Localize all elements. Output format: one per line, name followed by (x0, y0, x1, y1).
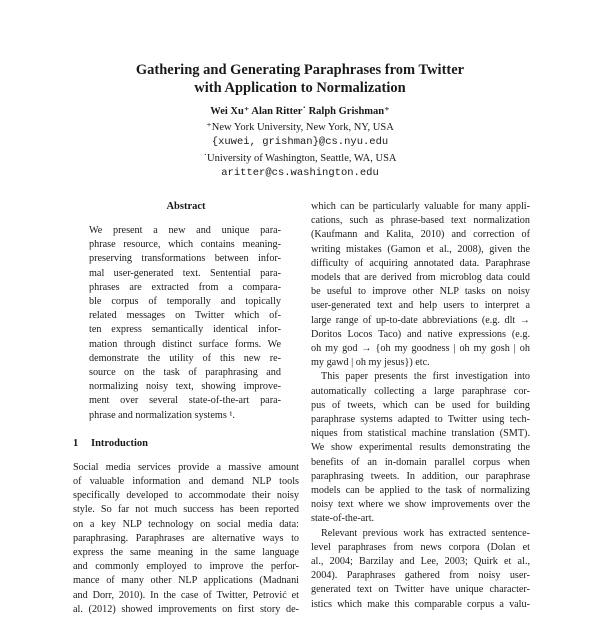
abstract-line: mal user-generated text. Sentential para- (89, 267, 281, 279)
intro-line: paraphrasing. Paraphrases are alternative ways to (73, 532, 299, 544)
abstract-line: ment over several state-of-the-art para- (89, 395, 281, 407)
right-paragraph-1 (311, 200, 530, 370)
section-heading-introduction (73, 437, 299, 451)
intro-line: of valuable information and demand NLP tools (73, 476, 299, 488)
body-line: Relevant previous work has extracted sentence- (321, 527, 530, 539)
body-line: pus of tweets, which can be used for building (311, 399, 530, 411)
abstract-line: source on the task of paraphrasing and (89, 367, 281, 379)
body-line: We show experimental results demonstrating the (311, 442, 530, 454)
abstract-line: demonstrate the utility of this new re- (89, 352, 281, 364)
title-line-1: Gathering and Generating Paraphrases from Twitter (135, 62, 465, 78)
body-line: state-of-the-art. (311, 513, 375, 525)
body-line: al., 2004; Barzilay and Lee, 2003; Quirk et al., (311, 556, 530, 568)
body-line: be useful to improve other NLP tasks on noisy (311, 286, 530, 298)
body-line: benefits of an in-domain parallel corpus when (311, 456, 530, 468)
intro-line: mance of many other NLP applications (Madnani (73, 575, 299, 587)
intro-line: on a key NLP technology on social media data: (73, 518, 299, 530)
abstract-line: related messages on Twitter which of- (89, 310, 281, 322)
body-line: automatically collecting a large paraphrase cor- (311, 385, 530, 397)
intro-line: Social media services provide a massive amount (73, 461, 299, 473)
abstract-line: preserving transformations between infor- (89, 253, 281, 265)
body-line: Doritos Locos Taco) and native expressions (e.g. (311, 328, 530, 340)
paper-title (0, 61, 600, 97)
body-line: paraphrase systems adapted to Twitter using tech- (311, 414, 530, 426)
intro-line: and Dorr, 2010). In the case of Twitter, Petrović et (73, 589, 299, 601)
right-column (311, 200, 530, 612)
body-line: models can be applied to the task of normalizing (311, 485, 530, 497)
body-line: models that are derived from microblog data could (311, 272, 530, 284)
left-column (73, 200, 299, 617)
title-line-2: with Application to Normalization (194, 80, 406, 96)
abstract-line: mation through distinct surface forms. We (89, 338, 281, 350)
intro-line: al. (2012) showed improvements on first story de- (73, 603, 299, 615)
abstract-line: normalizing noisy text, showing improve- (89, 381, 281, 393)
abstract-body (73, 224, 299, 423)
intro-line: express the same meaning in the same language (73, 547, 299, 559)
body-line: generated text on Twitter have unique character- (311, 584, 530, 596)
author-names: Wei Xu⁺ Alan Ritter˙ Ralph Grishman⁺ (210, 106, 390, 117)
abstract-line: ten express semantically identical infor- (89, 324, 281, 336)
abstract-line: phrases are extracted from a compara- (89, 281, 281, 293)
body-line: writing mistakes (Gamon et al., 2008), given the (311, 243, 530, 255)
email-2: aritter@cs.washington.edu (221, 167, 379, 179)
section-number: 1 (73, 437, 79, 449)
body-line: large range of up-to-date abbreviations (e.g. dlt → (311, 314, 530, 326)
intro-line: specifically developed to accommodate their noisy (73, 490, 299, 502)
body-line: level paraphrases from news corpora (Dolan et (311, 541, 530, 553)
affiliation-2: ˙University of Washington, Seattle, WA, USA (203, 152, 397, 164)
body-line: difficulty of acquiring annotated data. Paraphrase (311, 257, 530, 269)
author-block (0, 104, 600, 182)
body-line: noisy text where we show improvements over the (311, 499, 530, 511)
body-line: user-generated text and help users to interpret a (311, 300, 530, 312)
intro-line: and commonly employed to improve the perfor- (73, 561, 299, 573)
affiliation-1: ⁺New York University, New York, NY, USA (206, 121, 394, 133)
body-line: cations, such as phrase-based text normalization (311, 215, 530, 227)
right-paragraph-3 (311, 527, 530, 612)
right-paragraph-2 (311, 370, 530, 526)
body-line: paraphrasing tweets. In addition, our paraphrase (311, 470, 530, 482)
body-line: This paper presents the first investigation into (321, 371, 530, 383)
abstract-line: We present a new and unique para- (89, 225, 281, 236)
abstract-heading: Abstract (166, 201, 206, 212)
intro-line: style. So far not much success has been reported (73, 504, 299, 516)
body-line: 2004). Paraphrases gathered from noisy user- (311, 570, 530, 582)
abstract-line: phrase and normalization systems ¹. (89, 409, 235, 421)
body-line: which can be particularly valuable for many appli- (311, 201, 530, 212)
intro-paragraph (73, 461, 299, 617)
body-line: niques from statistical machine translation (SMT). (311, 428, 530, 440)
body-line: (Kaufmann and Kalita, 2010) and correction of (311, 229, 530, 241)
body-line: oh my god → {oh my goodness | oh my gosh | oh (311, 343, 530, 355)
body-line: istics which make this comparable corpus a valu- (311, 598, 530, 610)
body-line: my gawd | oh my jesus}) etc. (311, 357, 430, 369)
abstract-line: phrase resource, which contains meaning- (89, 239, 281, 251)
abstract-line: ble corpus of temporally and topically (89, 296, 281, 308)
email-1: {xuwei, grishman}@cs.nyu.edu (211, 136, 389, 148)
section-title: Introduction (91, 437, 148, 449)
